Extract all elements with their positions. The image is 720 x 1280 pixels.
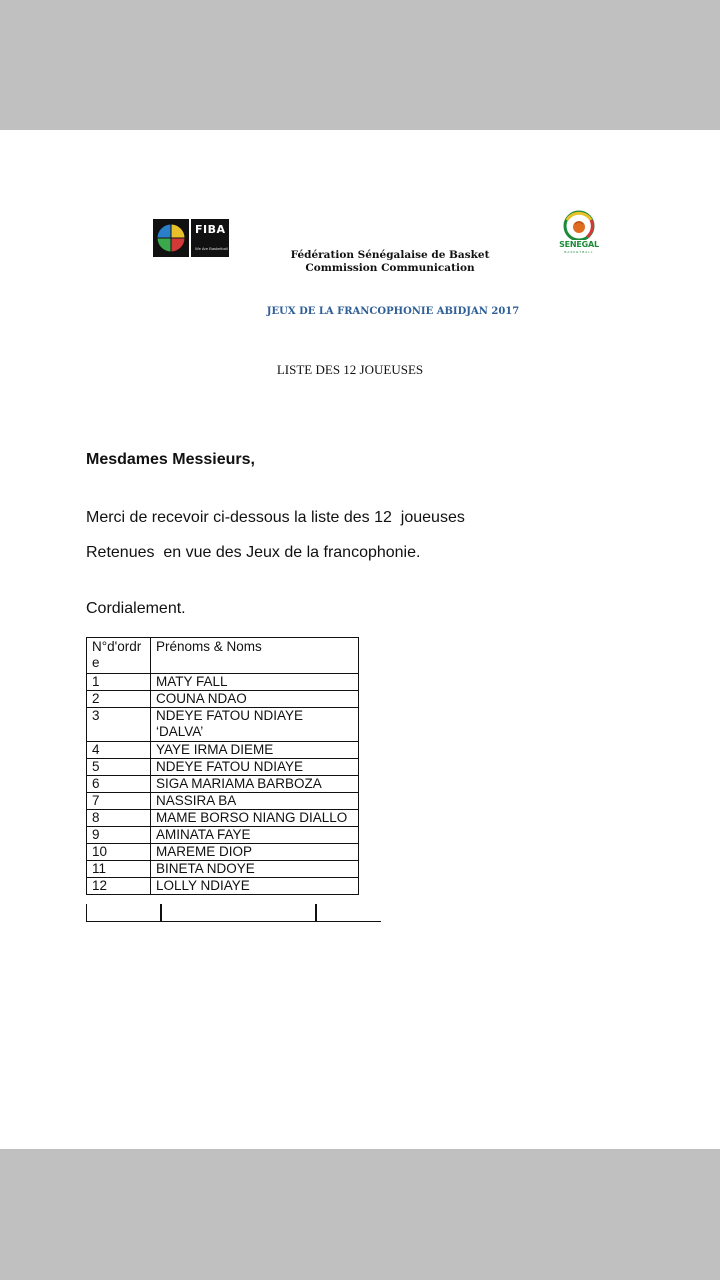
letter-closing: Cordialement. [86,600,186,617]
row-number: 1 [87,674,151,691]
senegal-logo-text: SENEGAL [559,240,599,249]
row-name: MAME BORSO NIANG DIALLO [151,810,359,827]
table-row [87,691,359,708]
organization-name: Fédération Sénégalaise de Basket [290,249,490,261]
table-header-row [87,638,359,674]
row-name: MAREME DIOP [151,844,359,861]
table-row [87,810,359,827]
row-number: 6 [87,776,151,793]
row-name: AMINATA FAYE [151,827,359,844]
player-roster-table [86,637,359,895]
fiba-logo-tagline: We Are Basketball [195,246,228,251]
row-name: LOLLY NDIAYE [151,878,359,895]
lion-emblem-icon [557,210,601,240]
row-number: 4 [87,742,151,759]
letter-line-2: Retenues en vue des Jeux de la francophonie. [86,544,421,561]
row-name: NDEYE FATOU NDIAYE ‘DALVA’ [151,708,359,742]
table-row [87,793,359,810]
letter-greeting: Mesdames Messieurs, [86,451,255,468]
row-name: NASSIRA BA [151,793,359,810]
row-number: 5 [87,759,151,776]
event-title: JEUX DE LA FRANCOPHONIE ABIDJAN 2017 [266,306,520,317]
senegal-basketball-logo [557,210,601,258]
header-name: Prénoms & Noms [151,638,359,674]
row-number: 10 [87,844,151,861]
letter-line-1: Merci de recevoir ci-dessous la liste des 12 joueuses [86,509,465,526]
table-row [87,827,359,844]
table-row [87,844,359,861]
fiba-logo-text: FIBA [195,223,226,236]
row-name: SIGA MARIAMA BARBOZA [151,776,359,793]
fiba-wordmark [191,219,229,257]
row-name: YAYE IRMA DIEME [151,742,359,759]
row-number: 9 [87,827,151,844]
basketball-icon [153,219,189,257]
row-number: 7 [87,793,151,810]
row-name: NDEYE FATOU NDIAYE [151,759,359,776]
row-number: 12 [87,878,151,895]
document-title: LISTE DES 12 JOUEUSES [276,362,424,377]
fiba-logo [153,219,229,257]
table-row [87,878,359,895]
table-row [87,708,359,742]
row-name: MATY FALL [151,674,359,691]
table-row [87,861,359,878]
table-row [87,759,359,776]
table-cell-divider [160,904,162,921]
table-empty-row [86,904,381,922]
table-row [87,674,359,691]
commission-name: Commission Communication [305,262,475,274]
senegal-logo-subtext: BASKETBALL [564,250,594,254]
row-number: 11 [87,861,151,878]
table-cell-divider [315,904,317,921]
row-name: BINETA NDOYE [151,861,359,878]
row-number: 2 [87,691,151,708]
row-name: COUNA NDAO [151,691,359,708]
table-row [87,776,359,793]
table-row [87,742,359,759]
row-number: 8 [87,810,151,827]
header-number: N°d'ordre [87,638,151,674]
row-number: 3 [87,708,151,742]
document-page [0,130,720,1149]
